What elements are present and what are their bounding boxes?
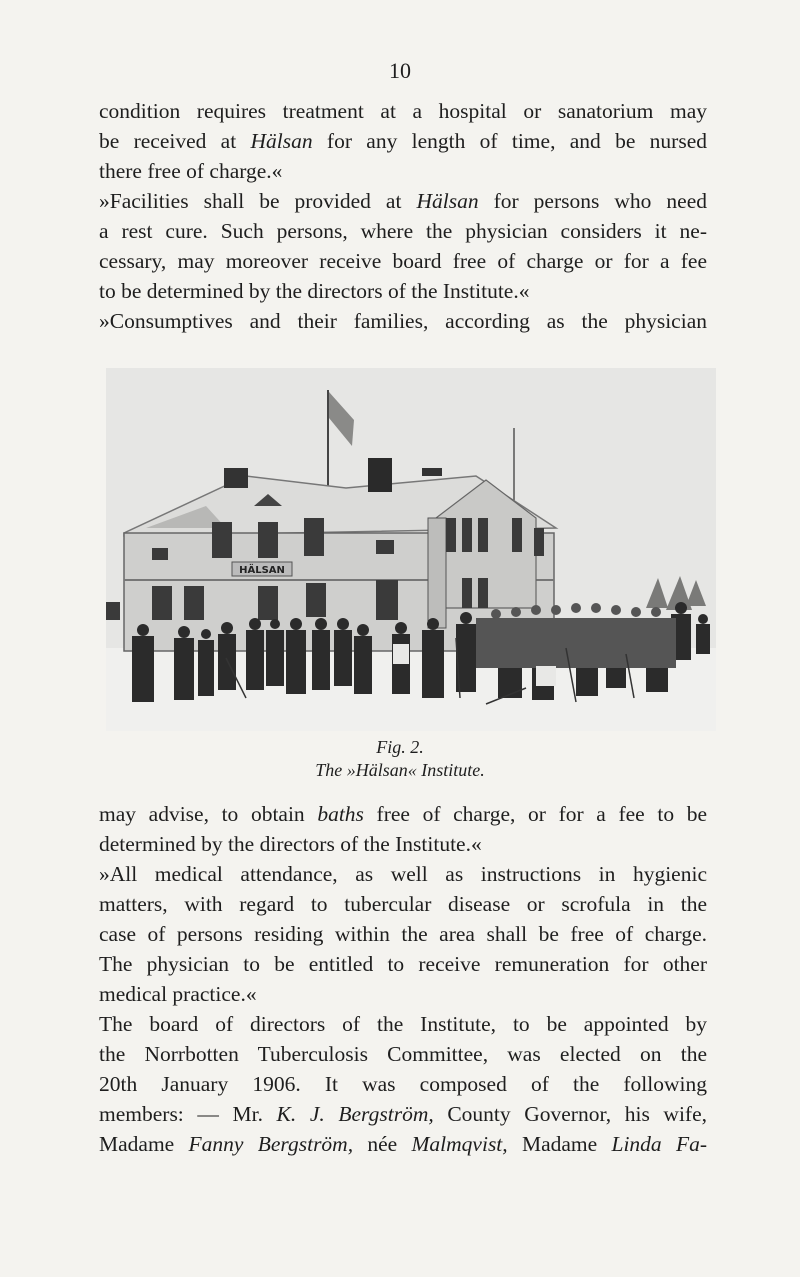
- text-line: [99, 919, 707, 949]
- top-paragraphs: [99, 96, 707, 336]
- text-run: 20th January 1906. It was composed of the following: [99, 1072, 707, 1096]
- text-line: [99, 1069, 707, 1099]
- italic-text: baths: [317, 802, 364, 826]
- text-line: [99, 246, 707, 276]
- building-sign: HÄLSAN: [239, 565, 285, 576]
- italic-text: Fanny Bergström,: [188, 1132, 354, 1156]
- text-run: be received at: [99, 129, 251, 153]
- text-run: County Governor, his wife,: [433, 1102, 708, 1126]
- text-run: cessary, may moreover receive board free of charge or for a fee: [99, 249, 707, 273]
- italic-text: Linda Fa-: [611, 1132, 708, 1156]
- text-run: »All medical attendance, as well as instructions in hygienic: [99, 862, 707, 886]
- text-line: [99, 829, 707, 859]
- text-line: [99, 96, 707, 126]
- text-run: case of persons residing within the area shall be free of charge.: [99, 922, 707, 946]
- text-run: née: [353, 1132, 412, 1156]
- text-run: condition requires treatment at a hospital or sanatorium may: [99, 99, 707, 123]
- text-run: the Norrbotten Tuberculosis Committee, was elected on the: [99, 1042, 707, 1066]
- text-run: for any length of time, and be nursed: [312, 129, 707, 153]
- italic-text: Malmqvist,: [411, 1132, 508, 1156]
- text-run: medical practice.«: [99, 982, 257, 1006]
- text-line: [99, 276, 707, 306]
- text-line: [99, 156, 707, 186]
- text-line: [99, 1129, 707, 1159]
- text-run: »Consumptives and their families, according as the physician: [99, 309, 707, 333]
- text-line: [99, 1099, 707, 1129]
- figure-label: Fig. 2.: [376, 737, 424, 757]
- text-run: »Facilities shall be provided at: [99, 189, 417, 213]
- text-line: [99, 186, 707, 216]
- text-run: Madame: [507, 1132, 612, 1156]
- text-line: [99, 889, 707, 919]
- figure-title: The »Hälsan« Institute.: [315, 760, 485, 780]
- text-run: The board of directors of the Institute, to be appointed by: [99, 1012, 707, 1036]
- italic-text: Hälsan: [416, 189, 479, 213]
- text-line: [99, 949, 707, 979]
- text-line: [99, 799, 707, 829]
- italic-text: Hälsan: [250, 129, 313, 153]
- text-run: members: — Mr.: [99, 1102, 277, 1126]
- text-run: there free of charge.«: [99, 159, 283, 183]
- text-run: Madame: [99, 1132, 189, 1156]
- text-run: to be determined by the directors of the Institute.«: [99, 279, 530, 303]
- text-line: [99, 306, 707, 336]
- text-line: [99, 216, 707, 246]
- text-line: [99, 859, 707, 889]
- bottom-paragraphs: [99, 799, 707, 1159]
- text-run: a rest cure. Such persons, where the physician considers it ne-: [99, 219, 707, 243]
- text-line: [99, 979, 707, 1009]
- institute-photo: [106, 368, 716, 731]
- text-run: free of charge, or for a fee to be: [363, 802, 708, 826]
- text-line: [99, 1009, 707, 1039]
- italic-text: K. J. Bergström,: [276, 1102, 434, 1126]
- page-number: 10: [389, 58, 411, 83]
- text-run: matters, with regard to tubercular disease or scrofula in the: [99, 892, 707, 916]
- text-run: determined by the directors of the Institute.«: [99, 832, 482, 856]
- text-run: may advise, to obtain: [99, 802, 318, 826]
- text-line: [99, 126, 707, 156]
- text-run: The physician to be entitled to receive remuneration for other: [99, 952, 707, 976]
- text-line: [99, 1039, 707, 1069]
- text-run: for persons who need: [478, 189, 707, 213]
